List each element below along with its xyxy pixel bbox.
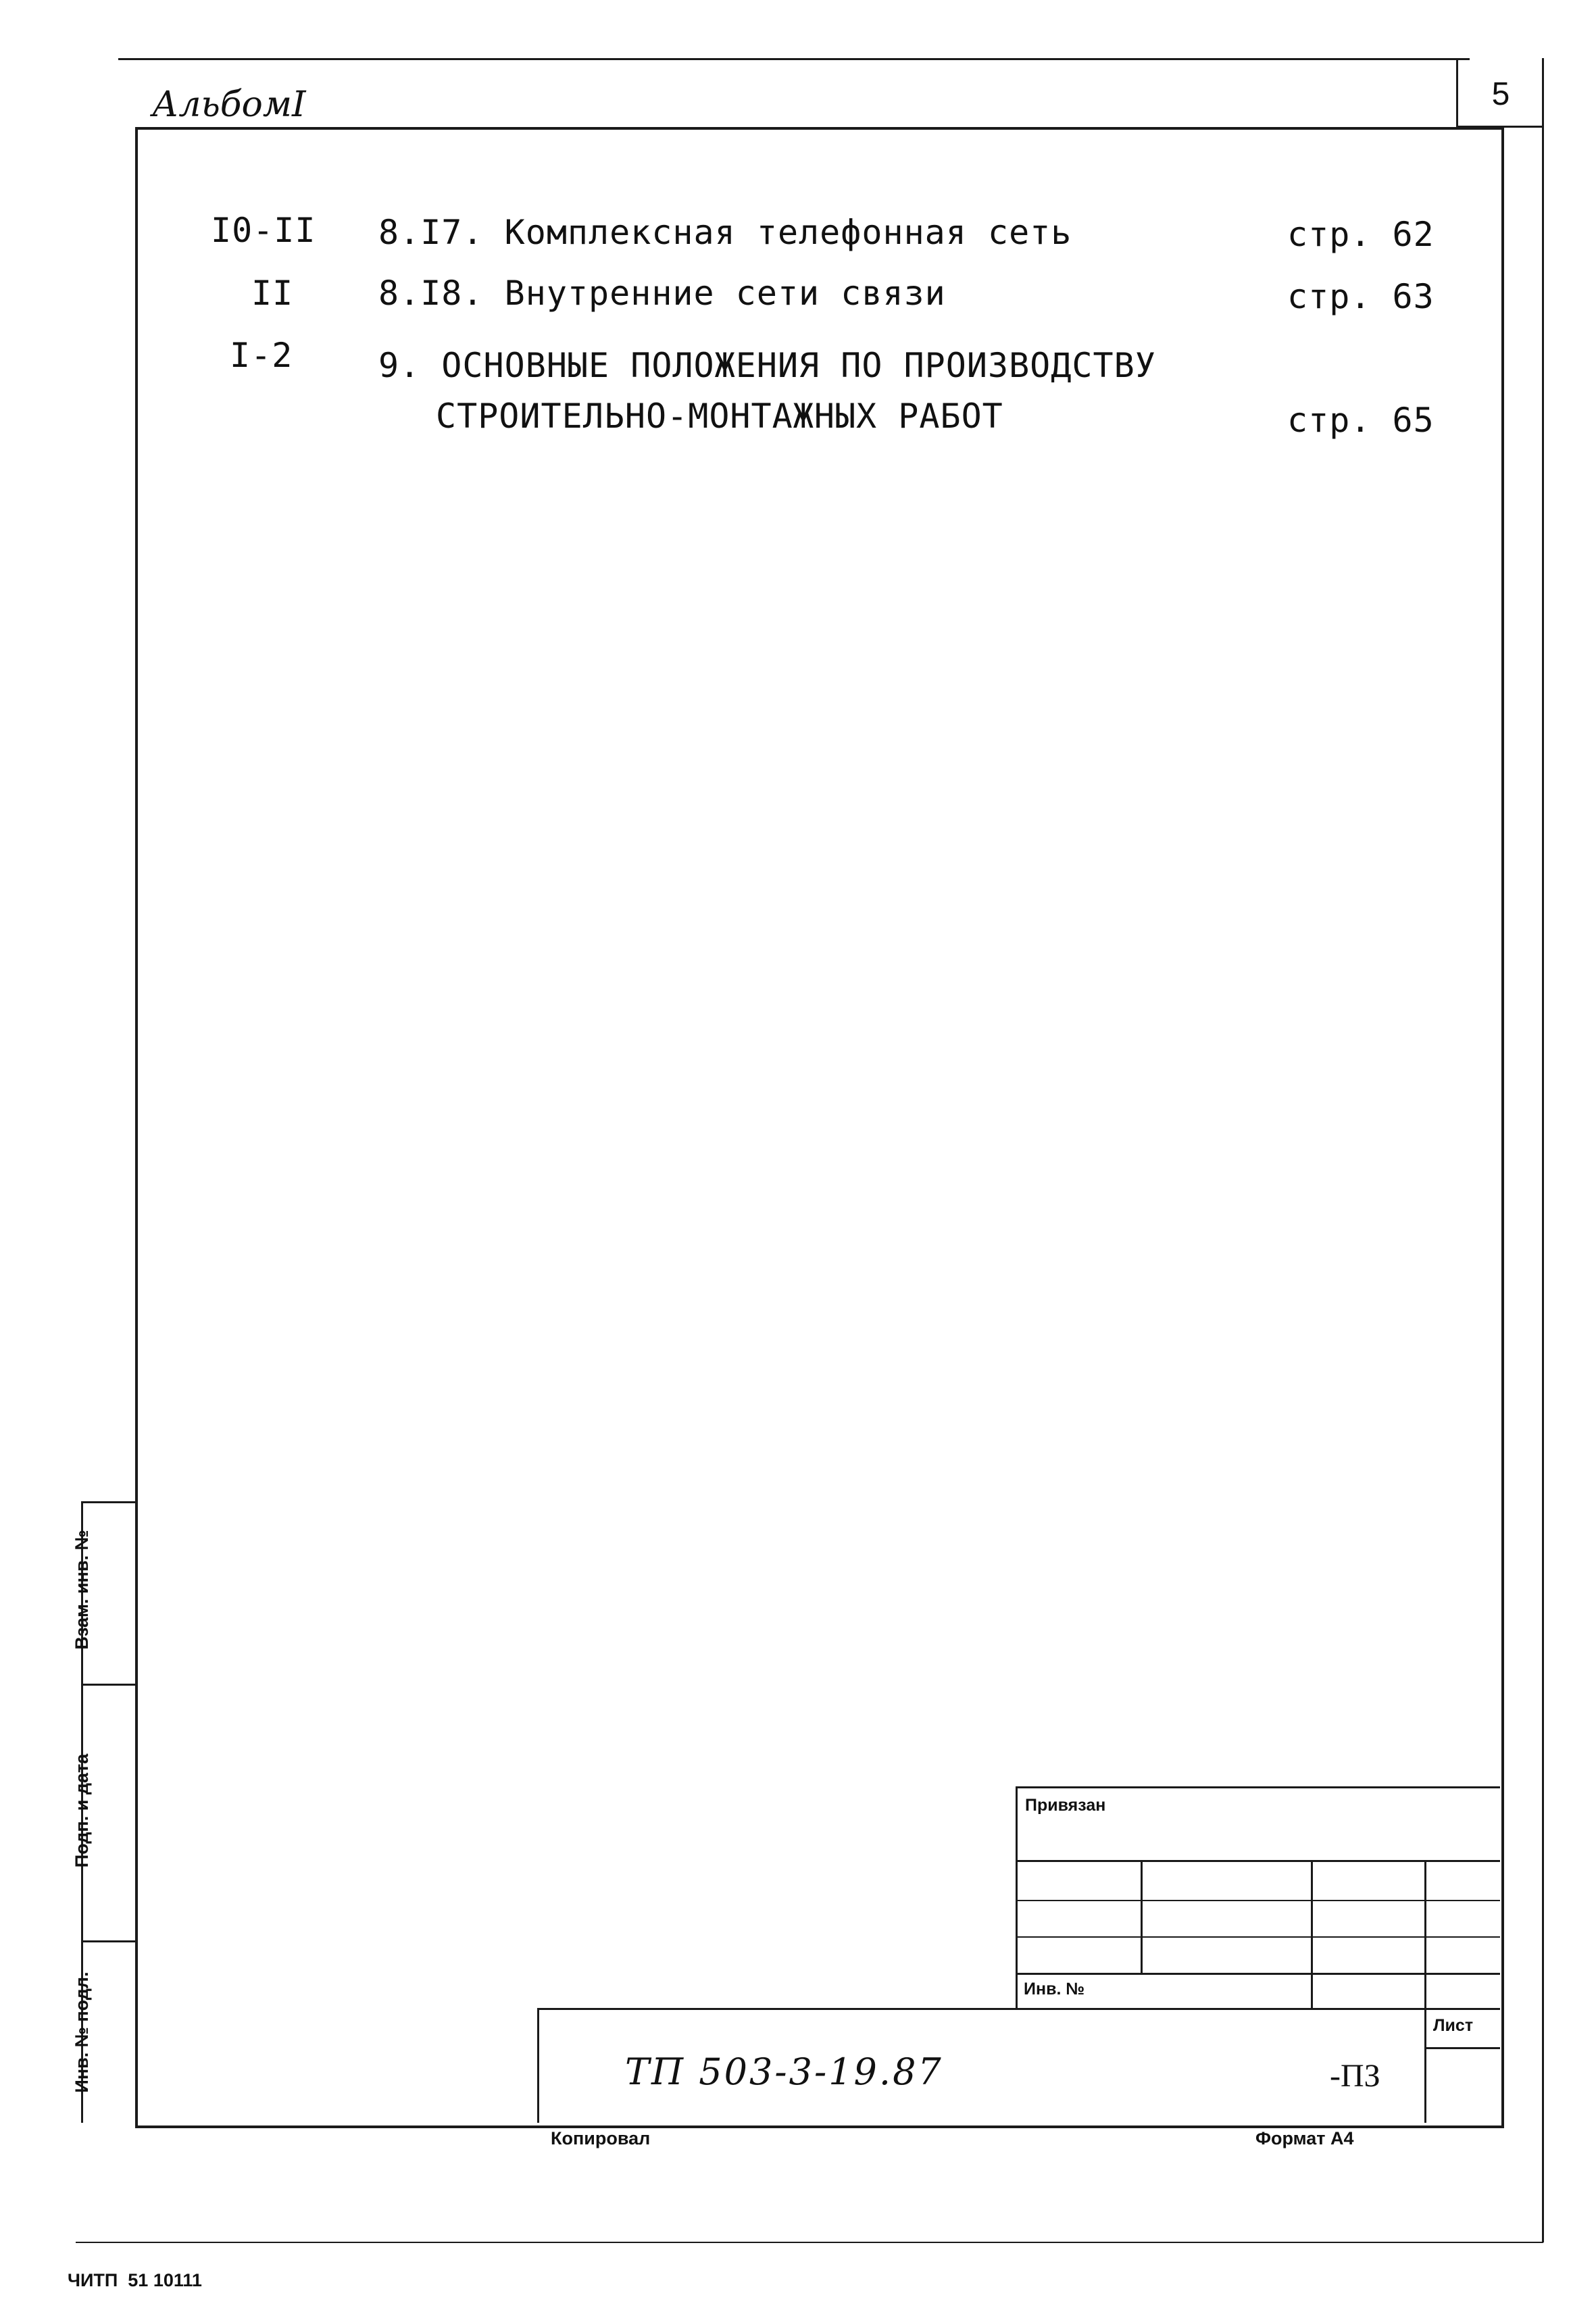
title-block-row-line — [1016, 1973, 1500, 1975]
sheet-bottom-edge — [76, 2242, 1543, 2243]
toc-title: 8.I8. Внутренние сети связи — [378, 274, 946, 313]
inv-no-label: Инв. № — [1024, 1980, 1085, 1998]
list-cell-divider — [1424, 2047, 1500, 2049]
title-block-row-line — [1016, 1936, 1500, 1938]
toc-title-continued: СТРОИТЕЛЬНО-МОНТАЖНЫХ РАБОТ — [436, 397, 1003, 436]
toc-sheets: I-2 — [230, 336, 293, 375]
print-code: ЧИТП 51 10111 — [68, 2270, 202, 2290]
side-stamp-divider — [81, 1684, 136, 1686]
title-block-col-line — [1141, 1860, 1143, 1973]
format-label: Формат А4 — [1255, 2128, 1354, 2148]
document-suffix: -ПЗ — [1330, 2058, 1380, 2094]
album-label: АльбомI — [152, 84, 306, 125]
title-block-left — [1016, 1786, 1018, 2009]
code-block-left — [537, 2008, 539, 2123]
side-stamp-inv-label: Инв. № подл. — [72, 1971, 92, 2093]
sheet-number-box — [1456, 58, 1543, 128]
sheet-right-edge — [1542, 58, 1544, 2242]
toc-page: стр. 62 — [1287, 215, 1435, 254]
list-label: Лист — [1433, 2016, 1474, 2035]
toc-page: стр. 63 — [1287, 277, 1435, 316]
copied-label: Копировал — [551, 2128, 651, 2148]
sheet-number: 5 — [1491, 76, 1510, 112]
toc-page: стр. 65 — [1287, 401, 1435, 440]
toc-title: 9. ОСНОВНЫЕ ПОЛОЖЕНИЯ ПО ПРОИЗВОДСТВУ — [378, 346, 1156, 385]
title-block-col-line — [1311, 1860, 1313, 2009]
toc-sheets: I0-II — [211, 211, 316, 250]
title-block-col-line — [1424, 1860, 1426, 2123]
toc-sheets: II — [251, 274, 294, 313]
title-block-row-line — [1016, 1900, 1500, 1901]
document-code: ТП 503-3-19.87 — [625, 2051, 943, 2093]
side-stamp-vzam-label: Взам. инв. № — [72, 1530, 92, 1650]
sheet-top-edge — [118, 58, 1470, 60]
side-stamp-divider — [81, 1940, 136, 1942]
title-block-row-line — [1016, 1860, 1500, 1862]
toc-title: 8.I7. Комплексная телефонная сеть — [378, 213, 1072, 252]
side-stamp-podp-label: Подп. и дата — [72, 1753, 92, 1868]
privyazan-label: Привязан — [1025, 1796, 1106, 1815]
code-block-top — [537, 2008, 1500, 2010]
title-block-top — [1016, 1786, 1500, 1788]
